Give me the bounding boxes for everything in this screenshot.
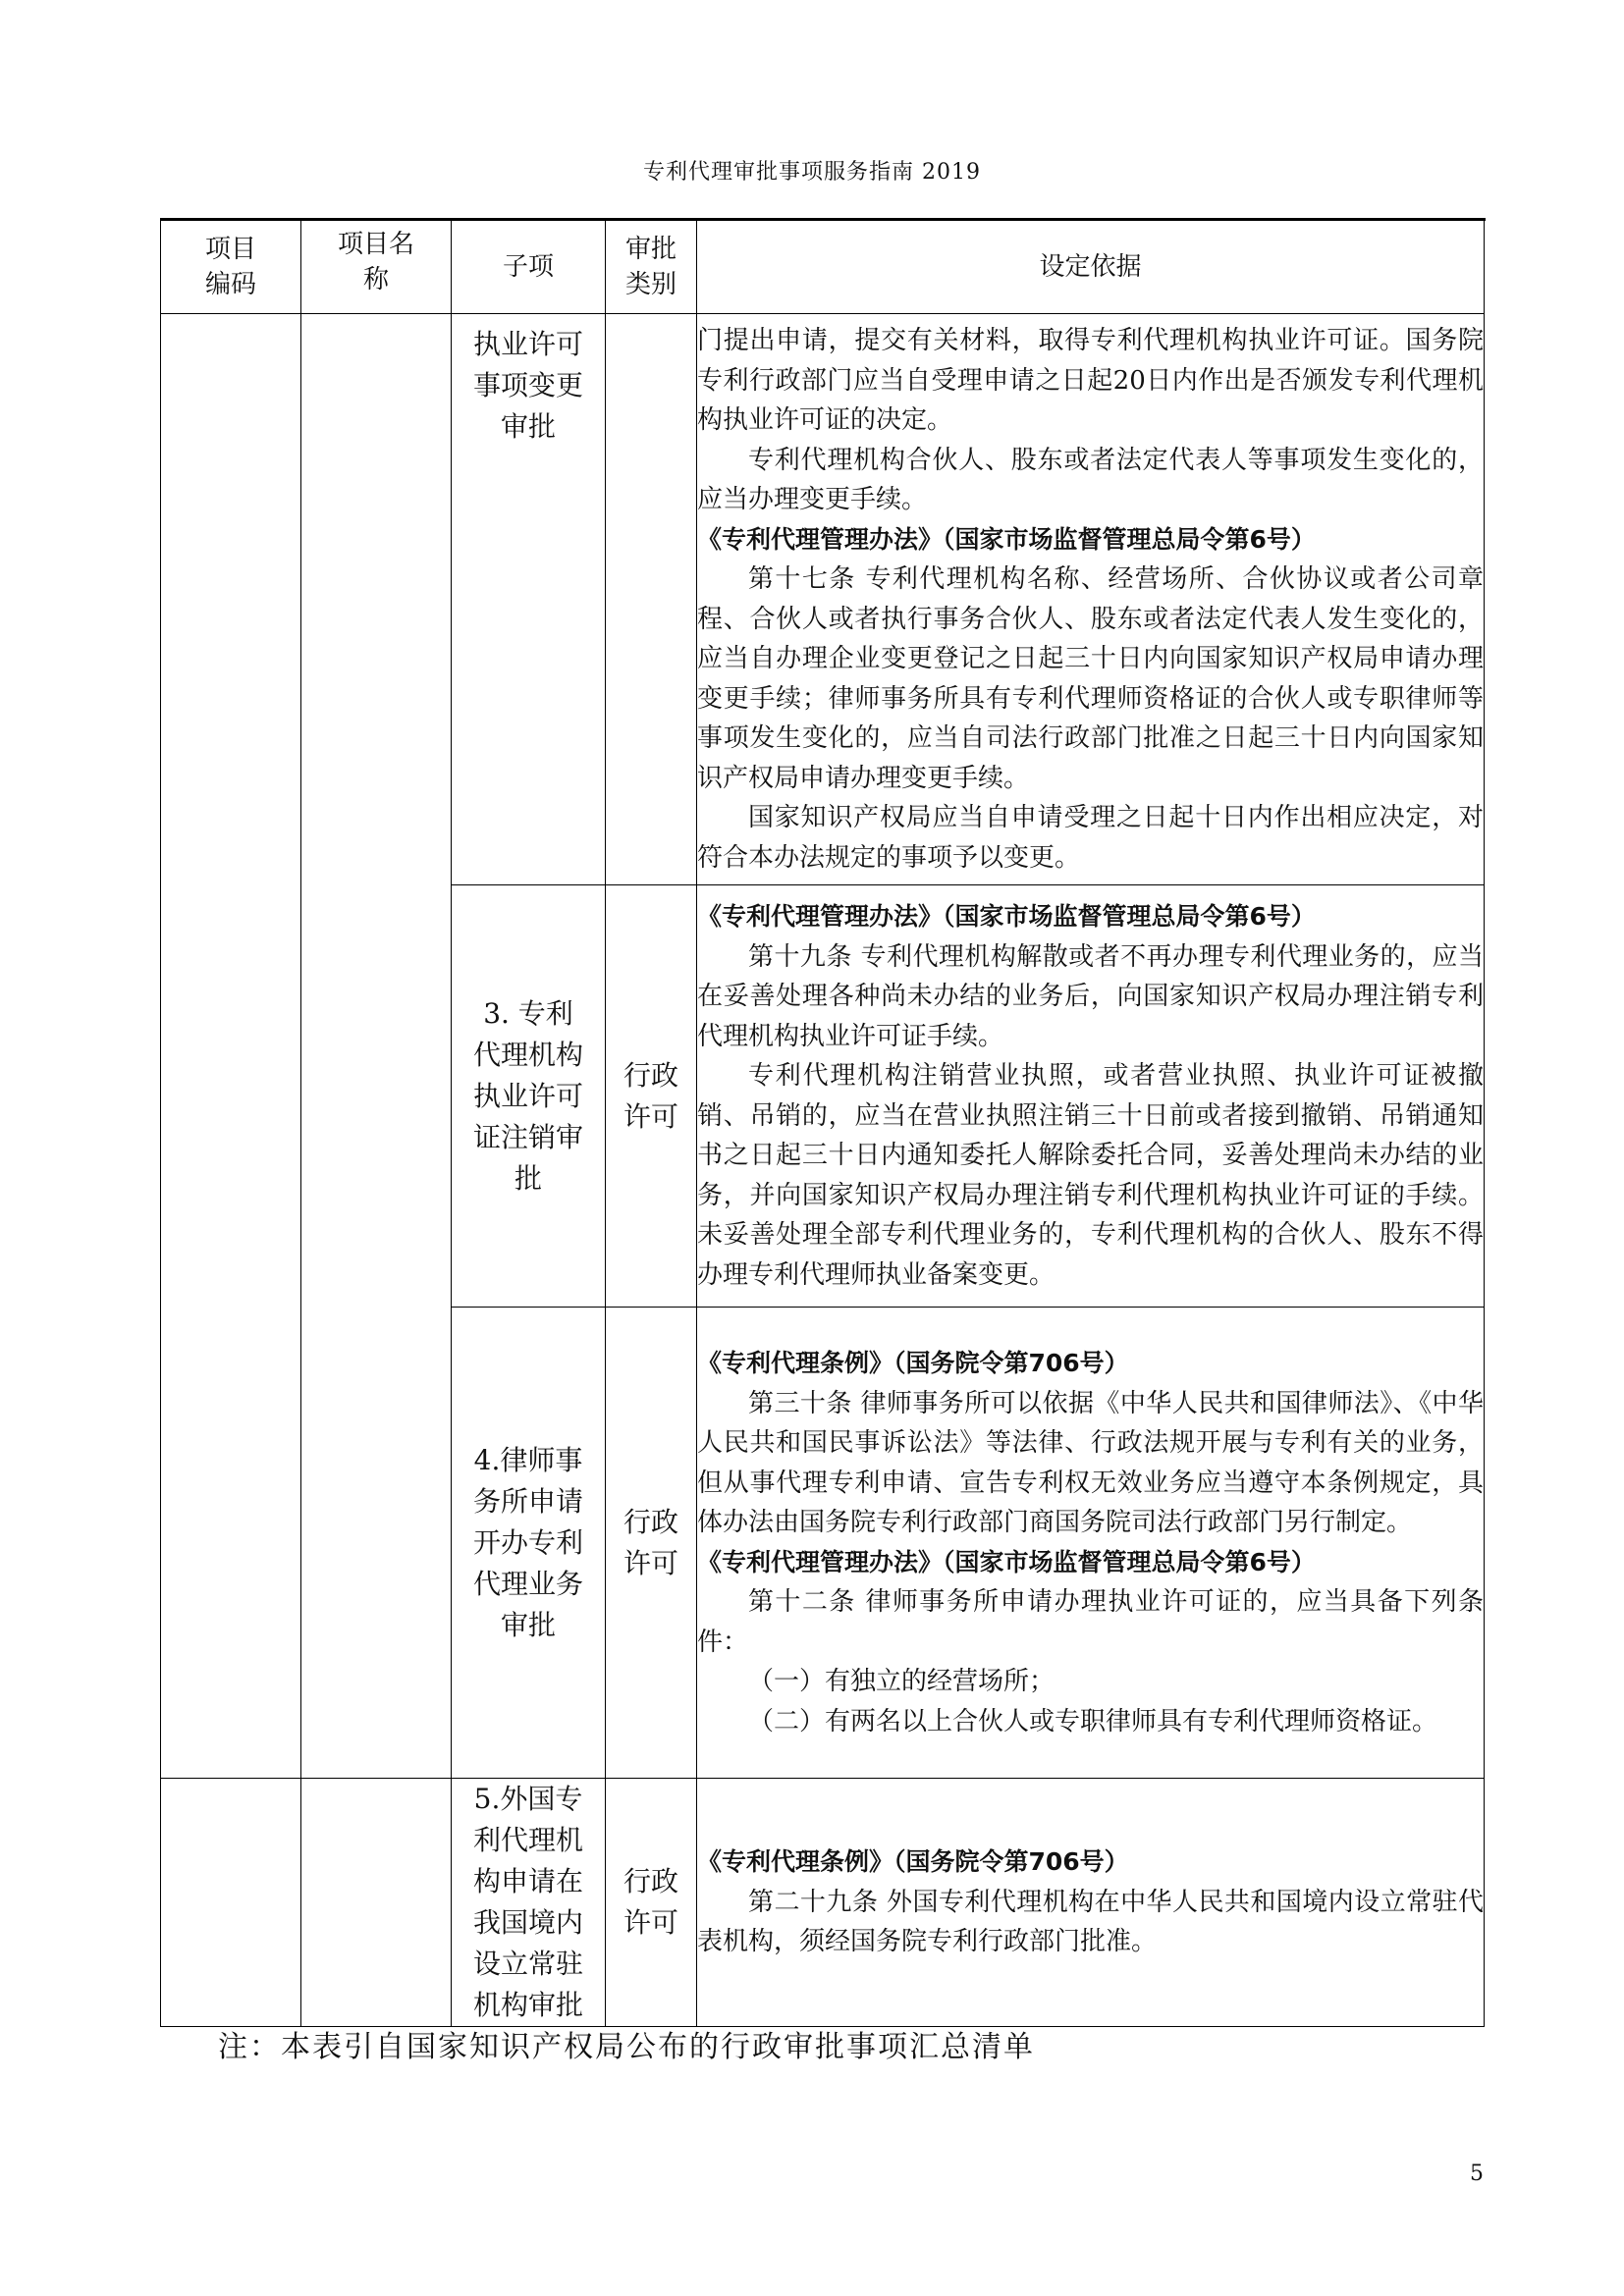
approval-items-table [160, 220, 1485, 2027]
cell-basis: 《专利代理条例》（国务院令第706号） 第三十条 律师事务所可以依据《中华人民共和国律师法》、《中华人民共和国民事诉讼法》等法律、行政法规开展与专利有关的业务，但从事代理专利申请、宣告专利权无效业务应当遵守本条例规定，具体办法由国务院专利行政部门商国务院司法行政部门另行制定。 《专利代理管理办法》（国家市场监督管理总局令第6号） 第十二条 律师事务所申请办理执业许可证的，应当具备下列条件： （一）有独立的经营场所； （二）有两名以上合伙人或专职律师具有专利代理师资格证。 [697, 1308, 1485, 1779]
cell-basis: 门提出申请，提交有关材料，取得专利代理机构执业许可证。国务院专利行政部门应当自受理申请之日起20日内作出是否颁发专利代理机构执业许可证的决定。 专利代理机构合伙人、股东或者法定代表人等事项发生变化的，应当办理变更手续。 《专利代理管理办法》（国家市场监督管理总局令第6号） 第十七条 专利代理机构名称、经营场所、合伙协议或者公司章程、合伙人或者执行事务合伙人、股东或者法定代表人发生变化的，应当自办理企业变更登记之日起三十日内向国家知识产权局申请办理变更手续；律师事务所具有专利代理师资格证的合伙人或专职律师等事项发生变化的，应当自司法行政部门批准之日起三十日内向国家知识产权局申请办理变更手续。 国家知识产权局应当自申请受理之日起十日内作出相应决定，对符合本办法规定的事项予以变更。 [697, 314, 1485, 885]
cell-code [161, 1779, 301, 2027]
cell-sub: 执业许可 事项变更 审批 [452, 314, 606, 885]
cell-sub: 5.外国专 利代理机 构申请在 我国境内 设立常驻 机构审批 [452, 1779, 606, 2027]
table-header-row [161, 221, 1485, 314]
cell-code [161, 314, 301, 1779]
header-sub: 子项 [452, 221, 606, 314]
table-footnote: 注：本表引自国家知识产权局公布的行政审批事项汇总清单 [218, 2030, 1035, 2064]
table-row [161, 1779, 1485, 2027]
header-basis: 设定依据 [697, 221, 1485, 314]
cell-basis: 《专利代理管理办法》（国家市场监督管理总局令第6号） 第十九条 专利代理机构解散或者不再办理专利代理业务的，应当在妥善处理各种尚未办结的业务后，向国家知识产权局办理注销专利代理机构执业许可证手续。 专利代理机构注销营业执照，或者营业执照、执业许可证被撤销、吊销的，应当在营业执照注销三十日前或者接到撤销、吊销通知书之日起三十日内通知委托人解除委托合同，妥善处理尚未办结的业务，并向国家知识产权局办理注销专利代理机构执业许可证的手续。未妥善处理全部专利代理业务的，专利代理机构的合伙人、股东不得办理专利代理师执业备案变更。 [697, 885, 1485, 1308]
cell-category: 行政 许可 [606, 1779, 697, 2027]
cell-basis: 《专利代理条例》（国务院令第706号） 第二十九条 外国专利代理机构在中华人民共和国境内设立常驻代表机构，须经国务院专利行政部门批准。 [697, 1779, 1485, 2027]
cell-name [301, 314, 452, 1779]
cell-category: 行政 许可 [606, 1308, 697, 1779]
table-row [161, 314, 1485, 885]
cell-category: 行政 许可 [606, 885, 697, 1308]
header-name: 项目名 称 [301, 221, 452, 314]
cell-category [606, 314, 697, 885]
cell-name [301, 1779, 452, 2027]
running-header: 专利代理审批事项服务指南 2019 [643, 160, 981, 185]
page-number: 5 [1470, 2162, 1484, 2186]
header-category: 审批 类别 [606, 221, 697, 314]
cell-sub: 3. 专利 代理机构 执业许可 证注销审 批 [452, 885, 606, 1308]
header-code: 项目 编码 [161, 221, 301, 314]
cell-sub: 4.律师事 务所申请 开办专利 代理业务 审批 [452, 1308, 606, 1779]
